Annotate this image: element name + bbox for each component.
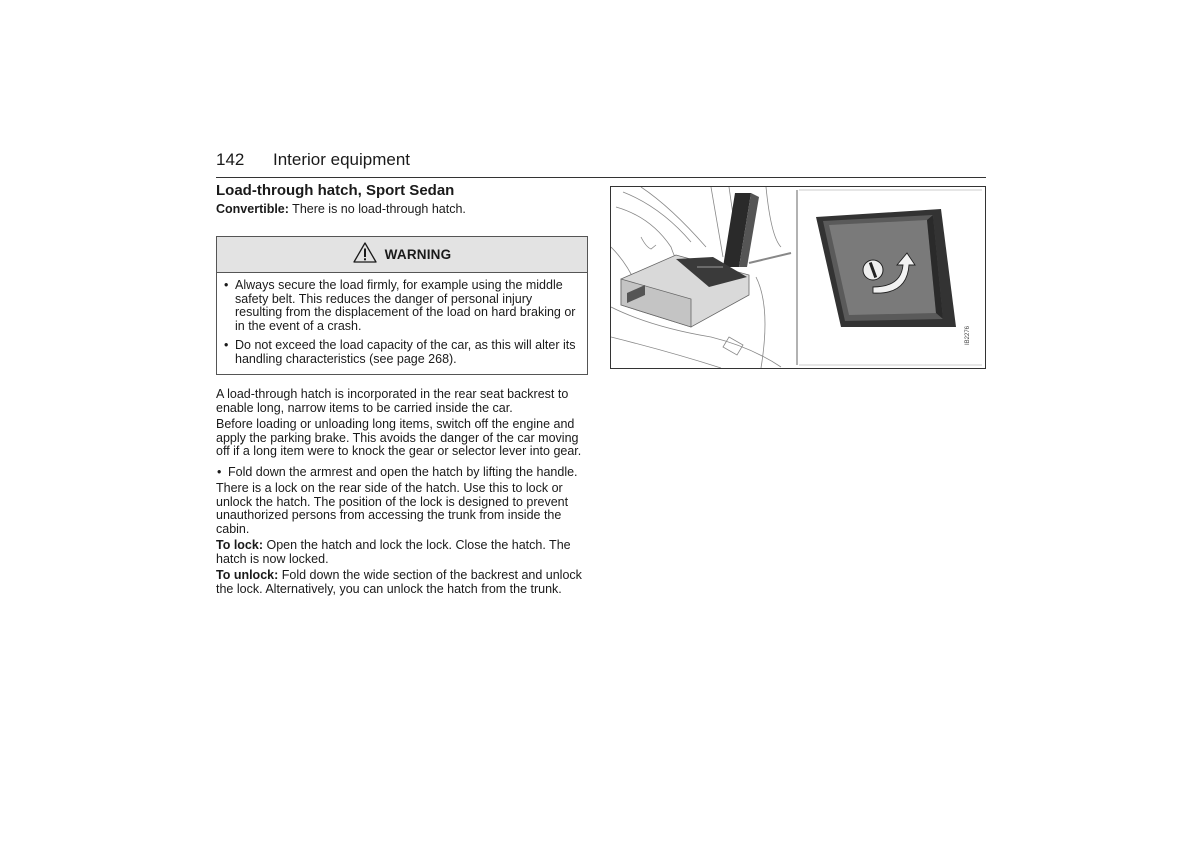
warning-body [217, 273, 587, 374]
warning-title: WARNING [384, 247, 452, 262]
instruction-bullet: • Fold down the armrest and open the hatch by lifting the handle. [216, 466, 590, 480]
convertible-text: There is no load-through hatch. [288, 202, 466, 216]
to-lock-label: To lock: [216, 538, 263, 552]
warning-item: • Do not exceed the load capacity of the car, as this will alter its handling characteristics (see page 268). [223, 339, 577, 366]
chapter-title: Interior equipment [273, 150, 411, 169]
convertible-label: Convertible: [216, 202, 289, 216]
section-title: Load-through hatch, Sport Sedan [216, 182, 455, 199]
hatch-illustration [610, 186, 986, 369]
figure-code: IB2276 [965, 325, 971, 345]
convertible-note [216, 202, 590, 216]
warning-triangle-icon [353, 242, 377, 268]
paragraph-intro: A load-through hatch is incorporated in the rear seat backrest to enable long, narrow items to be carried inside the car. [216, 387, 569, 415]
armrest-drawing [621, 253, 791, 327]
hatch-lock-closeup [816, 209, 956, 327]
open-hatch-drawing [723, 193, 759, 267]
paragraph-safety: Before loading or unloading long items, switch off the engine and apply the parking brake. This avoids the danger of the car moving off if a long item were to knock the gear or selector lever into gear. [216, 417, 582, 458]
paragraph-lock-info: There is a lock on the rear side of the hatch. Use this to lock or unlock the hatch. The position of the lock is designed to prevent unauthorized persons from accessing the trunk from inside the cabin. [216, 481, 569, 536]
paragraph-to-unlock [216, 569, 590, 596]
warning-header [217, 237, 587, 273]
warning-item: • Always secure the load firmly, for example using the middle safety belt. This reduces the danger of personal injury resulting from the displacement of the load on hard braking or in the event of a crash. [223, 279, 577, 333]
page-header [216, 149, 986, 178]
text-column [216, 181, 590, 596]
to-lock-text: Open the hatch and lock the lock. Close the hatch. The hatch is now locked. [216, 538, 571, 566]
to-unlock-label: To unlock: [216, 568, 279, 582]
to-unlock-text: Fold down the wide section of the backrest and unlock the lock. Alternatively, you can unlock the hatch from the trunk. [216, 568, 582, 596]
paragraph-to-lock [216, 539, 590, 566]
page-number: 142 [216, 150, 245, 169]
warning-box [216, 236, 588, 375]
